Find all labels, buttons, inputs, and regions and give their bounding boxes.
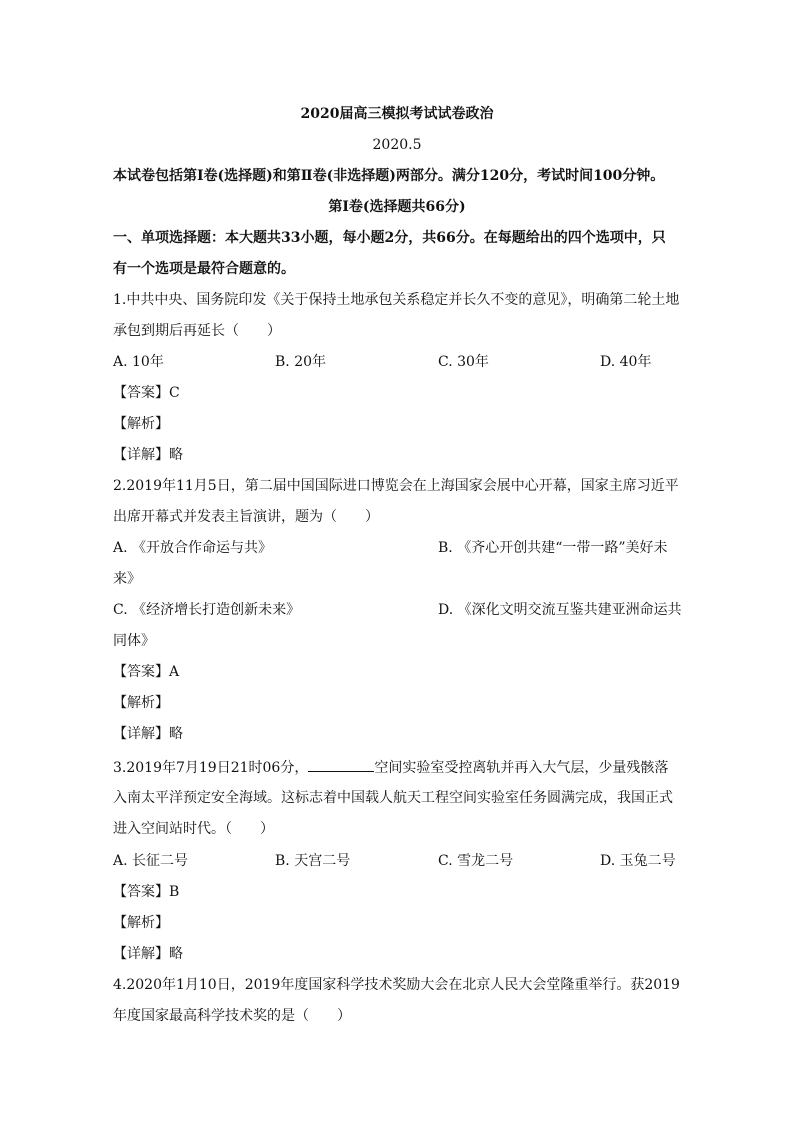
question-1-analysis: 【解析】	[113, 416, 169, 432]
question-2-option-b-cont: 来》	[113, 571, 141, 587]
question-3-line2: 入南太平洋预定安全海域。这标志着中国载人航天工程空间实验室任务圆满完成，我国正式	[113, 790, 673, 806]
question-1-option-a: A. 10年	[113, 354, 164, 370]
question-3-option-d: D. 玉兔二号	[600, 853, 676, 869]
question-4-line1: 4.2020年1月10日，2019年度国家科学技术奖励大会在北京人民大会堂隆重举行。获2019	[113, 977, 680, 993]
question-4-line2: 年度国家最高科学技术奖的是（ ）	[113, 1008, 351, 1024]
exam-intro: 本试卷包括第Ⅰ卷(选择题)和第Ⅱ卷(非选择题)两部分。满分120分，考试时间100分钟。	[113, 168, 665, 184]
question-1-option-b: B. 20年	[275, 354, 327, 370]
question-3-option-a: A. 长征二号	[113, 853, 189, 869]
section-instructions-line2: 有一个选项是最符合题意的。	[113, 261, 295, 277]
question-2-option-a: A. 《开放合作命运与共》	[113, 540, 273, 556]
question-2-option-c: C. 《经济增长打造创新未来》	[113, 602, 301, 618]
question-2-option-d-cont: 同体》	[113, 633, 155, 649]
question-1-line1: 1.中共中央、国务院印发《关于保持土地承包关系稳定并长久不变的意见》，明确第二轮土地	[113, 292, 680, 308]
exam-title: 2020届高三模拟考试试卷政治	[300, 106, 494, 122]
question-2-line1: 2.2019年11月5日，第二届中国国际进口博览会在上海国家会展中心开幕，国家主席习近平	[113, 478, 679, 494]
question-3-line1-pre: 3.2019年7月19日21时06分，	[113, 760, 309, 776]
question-1-option-c: C. 30年	[438, 354, 489, 370]
question-3-option-b: B. 天宫二号	[275, 853, 351, 869]
question-2-detail: 【详解】略	[113, 726, 183, 742]
question-3-analysis: 【解析】	[113, 915, 169, 931]
fill-in-blank	[308, 757, 374, 772]
question-2-option-b: B. 《齐心开创共建“一带一路”美好未	[438, 540, 668, 556]
question-1-answer: 【答案】C	[113, 385, 180, 401]
exam-date: 2020.5	[372, 137, 422, 153]
question-3-option-c: C. 雪龙二号	[438, 853, 514, 869]
question-3-line1-post: 空间实验室受控离轨并再入大气层，少量残骸落	[374, 760, 669, 776]
question-2-analysis: 【解析】	[113, 695, 169, 711]
question-3-answer: 【答案】B	[113, 884, 180, 900]
question-3-detail: 【详解】略	[113, 946, 183, 962]
question-2-option-d: D. 《深化文明交流互鉴共建亚洲命运共	[438, 602, 682, 618]
question-3-line3: 进入空间站时代。（ ）	[113, 821, 274, 837]
part-title: 第Ⅰ卷(选择题共66分)	[328, 199, 466, 215]
section-instructions-line1: 一、单项选择题：本大题共33小题，每小题2分，共66分。在每题给出的四个选项中，只	[113, 230, 666, 246]
question-3-line1	[113, 757, 668, 778]
question-2-answer: 【答案】A	[113, 664, 180, 680]
question-2-line2: 出席开幕式并发表主旨演讲，题为（ ）	[113, 509, 379, 525]
question-1-line2: 承包到期后再延长（ ）	[113, 323, 281, 339]
question-1-detail: 【详解】略	[113, 447, 183, 463]
question-1-option-d: D. 40年	[600, 354, 652, 370]
